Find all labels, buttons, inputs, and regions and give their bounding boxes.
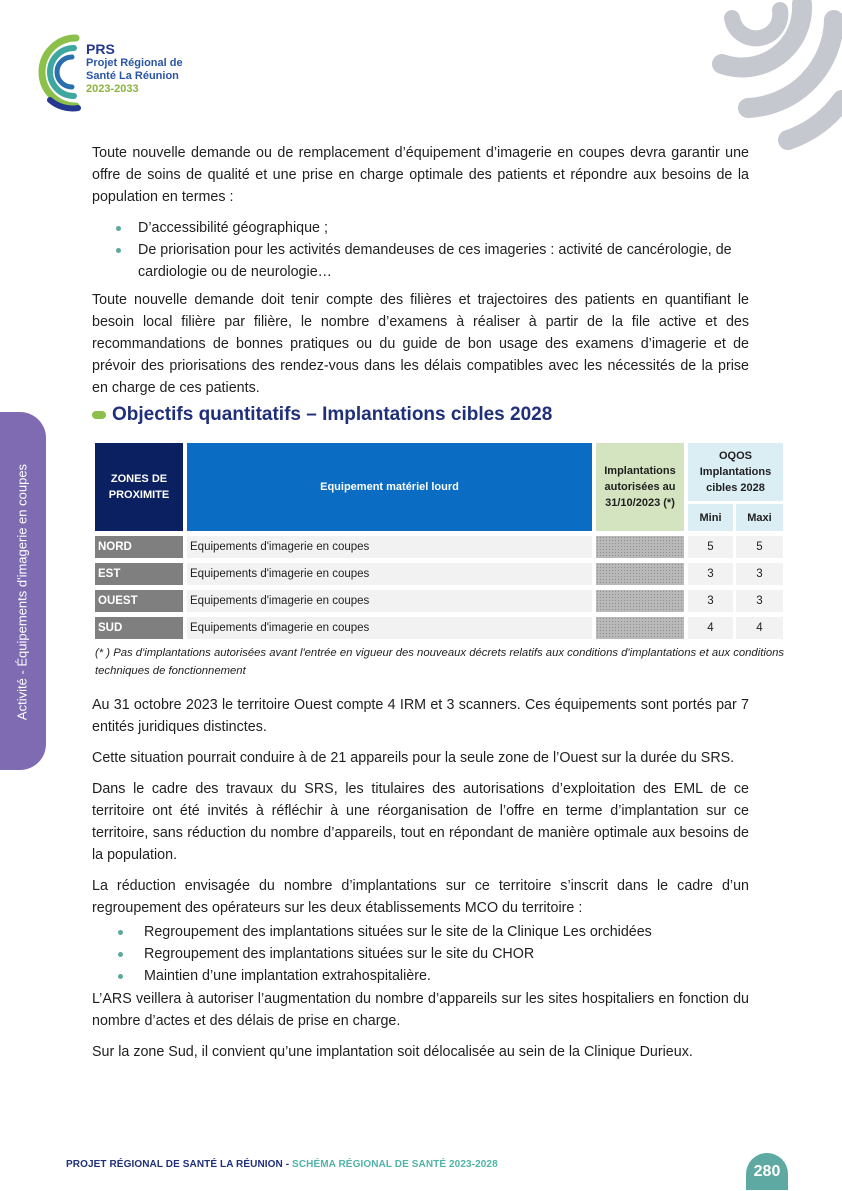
page-number: 280	[746, 1153, 788, 1190]
bullet-icon	[116, 226, 121, 231]
bullet-text: Regroupement des implantations situées sur le site du CHOR	[144, 946, 535, 962]
cell-authorized-hatched	[596, 590, 684, 612]
body-paragraph-1: Au 31 octobre 2023 le territoire Ouest compte 4 IRM et 3 scanners. Ces équipements sont portés par 7 entités juridiques distinctes.	[92, 697, 749, 735]
footer-separator: -	[282, 1159, 293, 1170]
cell-mini: 3	[688, 590, 733, 612]
cell-maxi: 3	[736, 590, 783, 612]
cell-mini: 5	[688, 536, 733, 558]
bullet-text: De priorisation pour les activités demandeuses de ces imageries : activité de cancérologie, de cardiologie ou de neurologie…	[138, 242, 732, 280]
body-paragraph-2: Cette situation pourrait conduire à de 21 appareils pour la seule zone de l’Ouest sur la durée du SRS.	[92, 750, 735, 766]
footer-left: PROJET RÉGIONAL DE SANTÉ LA RÉUNION	[66, 1159, 283, 1170]
bullet-icon	[118, 930, 123, 935]
footer-right: SCHÉMA RÉGIONAL DE SANTÉ 2023-2028	[292, 1159, 498, 1170]
bullet-icon	[118, 952, 123, 957]
cell-equipment: Equipements d'imagerie en coupes	[187, 536, 592, 558]
header-authorized: Implantations autorisées au 31/10/2023 (*)	[596, 443, 684, 531]
cell-zone: NORD	[95, 536, 183, 558]
body-paragraph-4: La réduction envisagée du nombre d’implantations sur ce territoire s’inscrit dans le cadre d’un regroupement des opérateurs sur les deux établissements MCO du territoire :	[92, 878, 749, 916]
cell-authorized-hatched	[596, 536, 684, 558]
prs-arcs-icon	[24, 30, 84, 112]
cell-equipment: Equipements d'imagerie en coupes	[187, 563, 592, 585]
list-item	[92, 239, 749, 283]
intro-paragraph-1: Toute nouvelle demande ou de remplacement d’équipement d’imagerie en coupes devra garantir une offre de soins de qualité et une prise en charge optimale des patients et répondre aux besoins de la population en termes :	[92, 145, 749, 205]
bullet-icon	[116, 248, 121, 253]
section-title: Objectifs quantitatifs – Implantations cibles 2028	[112, 404, 553, 425]
bullet-icon	[118, 974, 123, 979]
section-side-tab	[0, 412, 46, 770]
header-oqos: OQOS Implantations cibles 2028	[688, 443, 783, 501]
cell-equipment: Equipements d'imagerie en coupes	[187, 590, 592, 612]
cell-mini: 4	[688, 617, 733, 639]
table-footnote: (* ) Pas d'implantations autorisées avant l'entrée en vigueur des nouveaux décrets relatifs aux conditions d'implantations et aux conditions techniques de fonctionnement	[95, 647, 785, 677]
intro-paragraph-2: Toute nouvelle demande doit tenir compte des filières et trajectoires des patients en quantifiant le besoin local filière par filière, le nombre d’examens à réaliser à partir de la file active et des recommandations de bonnes pratiques ou du guide de bon usage des examens d’imagerie et de prévoir des priorisations des rendez-vous dans les délais compatibles avec les nécessités de la prise en charge de ces patients.	[92, 292, 749, 396]
list-item	[92, 965, 749, 987]
side-tab-label: Activité - Équipements d'imagerie en coupes	[14, 463, 30, 721]
cell-mini: 3	[688, 563, 733, 585]
bullet-text: D’accessibilité géographique ;	[138, 220, 328, 236]
logo-acronym: PRS	[86, 41, 115, 57]
body-bullet-list	[92, 921, 749, 987]
cell-authorized-hatched	[596, 617, 684, 639]
cell-zone: OUEST	[95, 590, 183, 612]
cell-zone: EST	[95, 563, 183, 585]
intro-section	[92, 142, 749, 408]
table-row	[95, 590, 783, 612]
body-paragraph-3: Dans le cadre des travaux du SRS, les titulaires des autorisations d’exploitation des EML de ce territoire ont été invités à réfléchir à une réorganisation de l’offre en terme d’implantation sur ce territoire, sans réduction du nombre d’appareils, tout en répondant de manière optimale aux besoins de la population.	[92, 781, 749, 863]
list-item	[92, 943, 749, 965]
header-mini: Mini	[688, 504, 733, 531]
logo-line-2: Santé La Réunion	[86, 70, 179, 82]
decorative-arcs-icon	[692, 0, 842, 150]
cell-maxi: 5	[736, 536, 783, 558]
page-footer	[66, 1159, 498, 1170]
cell-equipment: Equipements d'imagerie en coupes	[187, 617, 592, 639]
cell-zone: SUD	[95, 617, 183, 639]
prs-logo	[24, 30, 224, 112]
cell-authorized-hatched	[596, 563, 684, 585]
cell-maxi: 3	[736, 563, 783, 585]
header-zone: ZONES DE PROXIMITE	[95, 443, 183, 531]
body-paragraph-6: Sur la zone Sud, il convient qu’une implantation soit délocalisée au sein de la Clinique Durieux.	[92, 1044, 693, 1060]
table-row	[95, 617, 783, 639]
body-section	[92, 694, 749, 1072]
bullet-text: Maintien d’une implantation extrahospitalière.	[144, 968, 431, 984]
header-maxi: Maxi	[736, 504, 783, 531]
cell-maxi: 4	[736, 617, 783, 639]
body-paragraph-5: L’ARS veillera à autoriser l’augmentation du nombre d’appareils sur les sites hospitaliers en fonction du nombre d’actes et des délais de prise en charge.	[92, 991, 749, 1029]
header-equipment: Equipement matériel lourd	[187, 443, 592, 531]
bullet-text: Regroupement des implantations situées sur le site de la Clinique Les orchidées	[144, 924, 652, 940]
pill-bullet-icon	[92, 411, 106, 419]
table-row	[95, 563, 783, 585]
list-item	[92, 217, 749, 239]
logo-line-1: Projet Régional de	[86, 57, 183, 69]
table-row	[95, 536, 783, 558]
intro-bullet-list	[92, 217, 749, 283]
list-item	[92, 921, 749, 943]
logo-years: 2023-2033	[86, 83, 139, 95]
section-heading	[92, 404, 552, 426]
